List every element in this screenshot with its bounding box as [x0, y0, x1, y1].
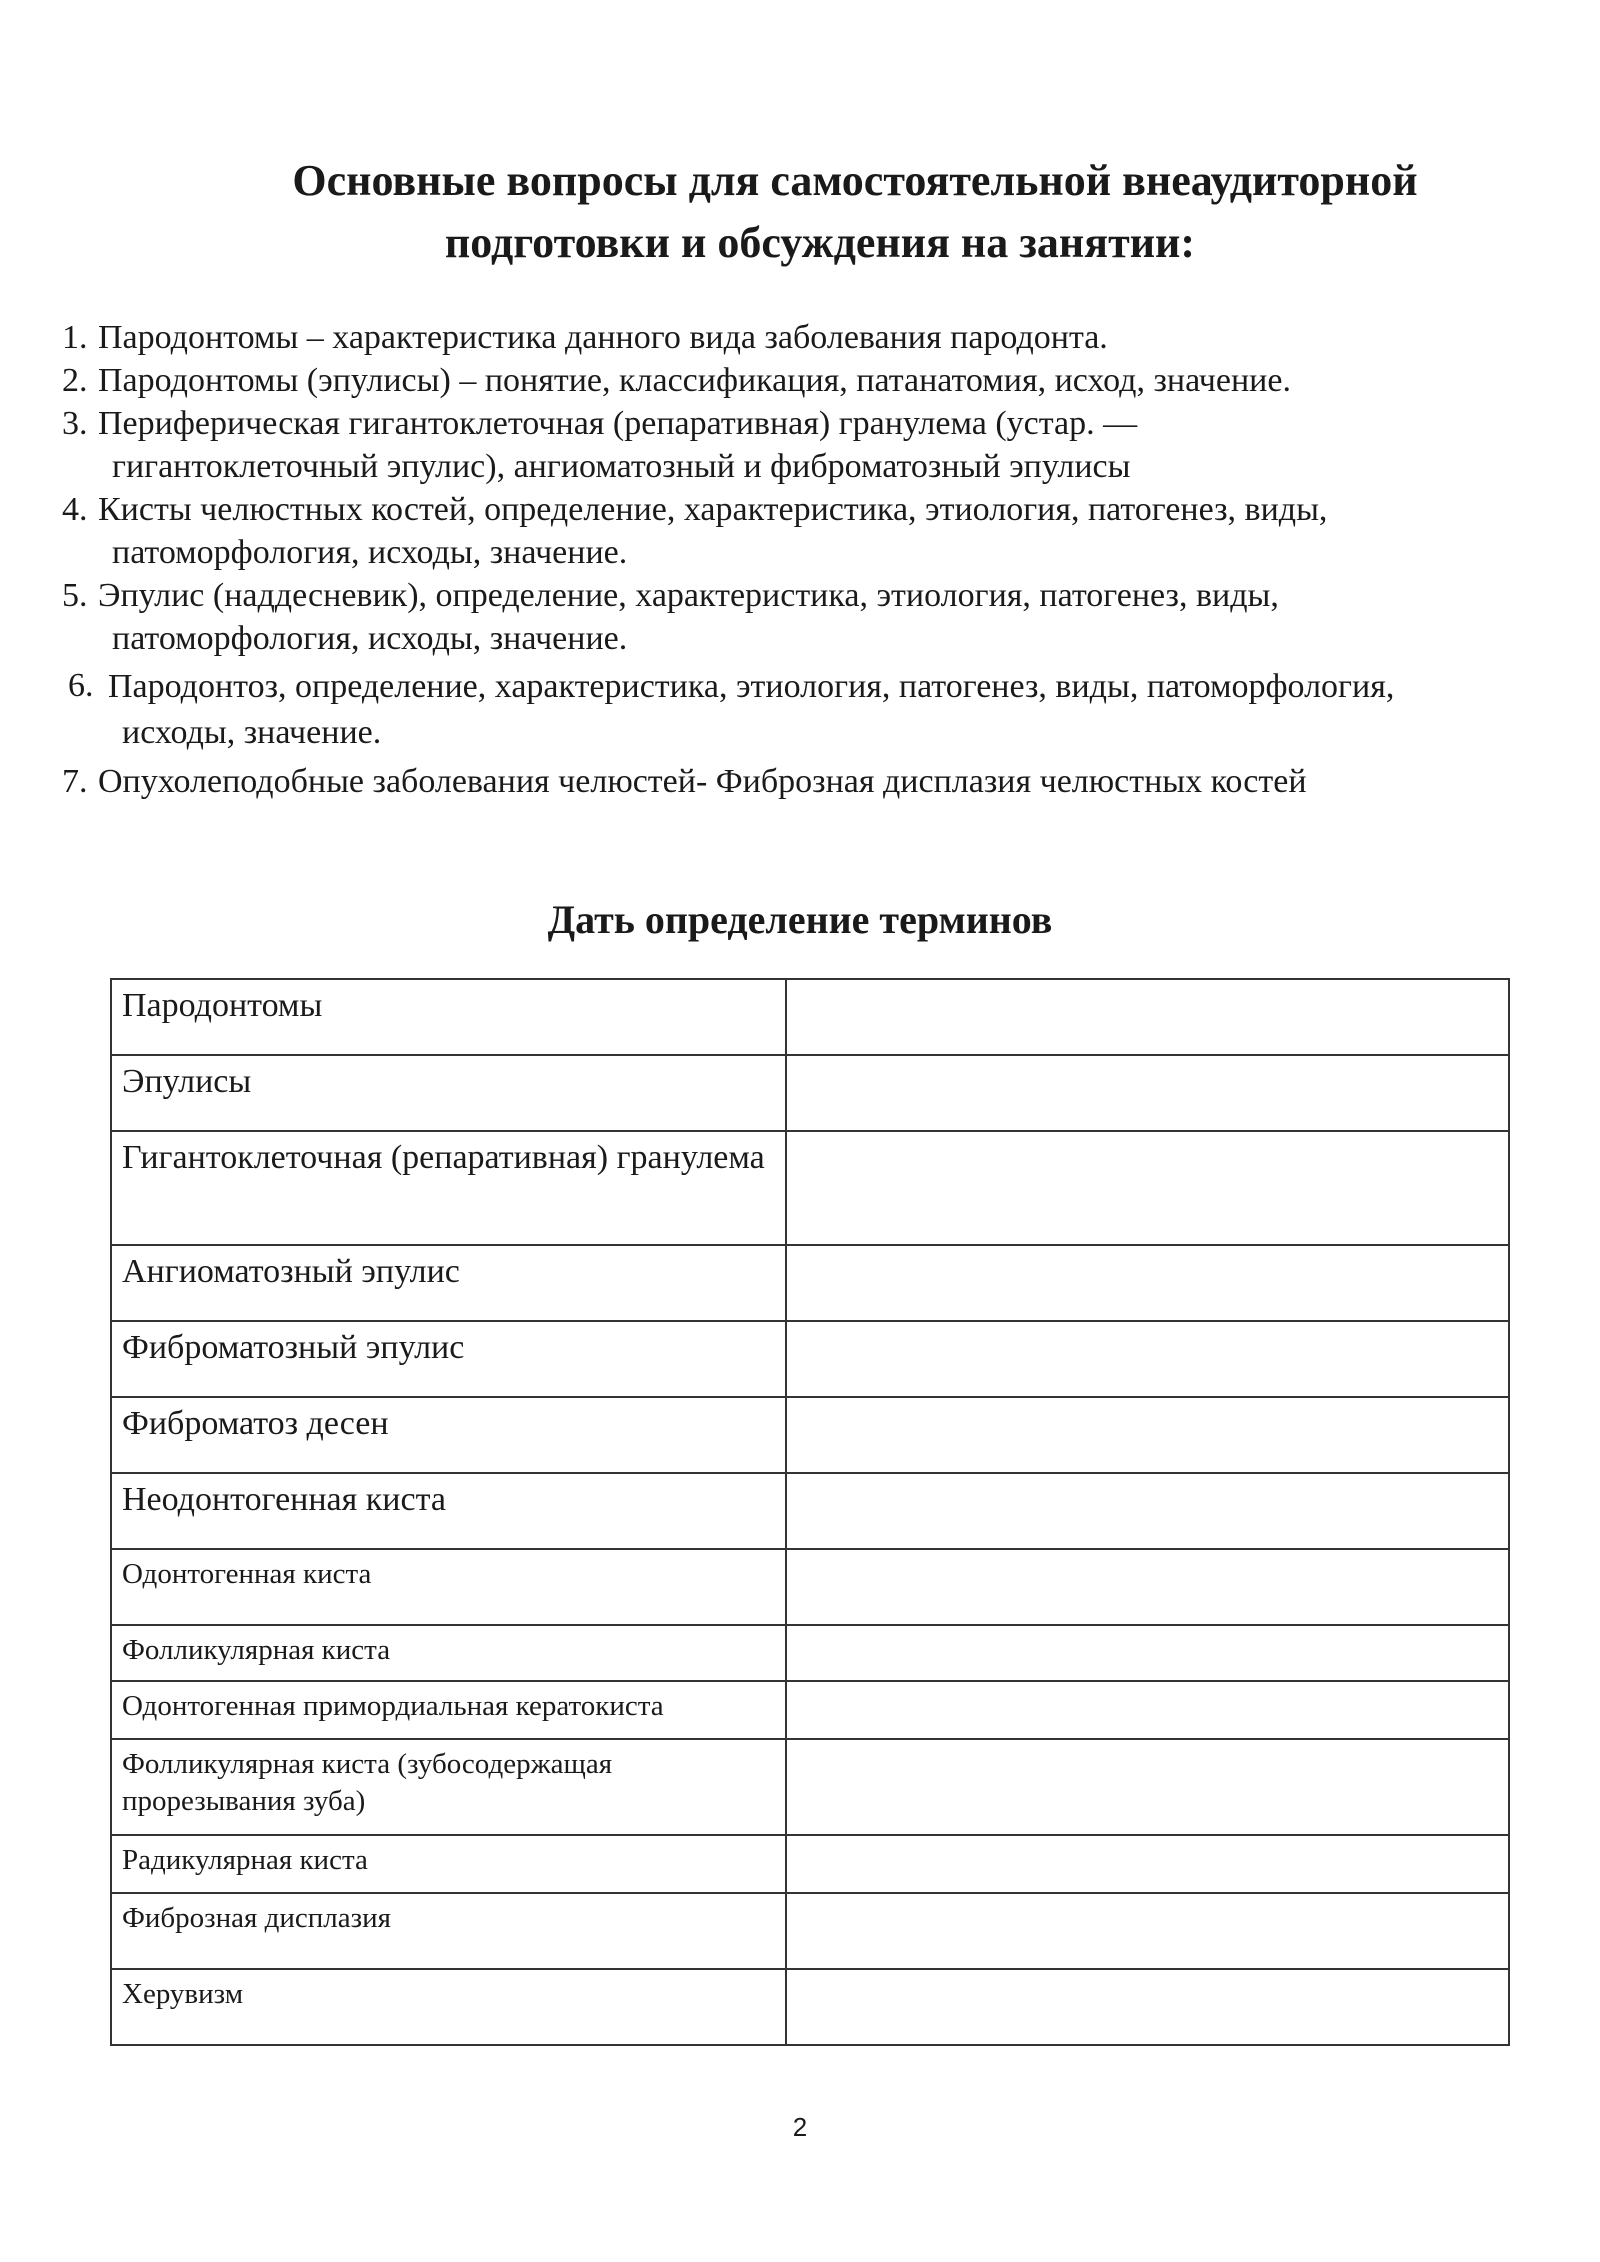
list-item: [62, 574, 1512, 660]
list-item: [62, 359, 1512, 402]
term-cell: Фолликулярная киста (зубосодержащая прорезывания зуба): [111, 1739, 786, 1835]
item-number: 4.: [62, 491, 88, 528]
term-cell: Гигантоклеточная (репаративная) гранулема: [111, 1131, 786, 1245]
definition-cell[interactable]: [786, 1835, 1509, 1893]
table-row: [111, 979, 1509, 1055]
term-cell: Фиброзная дисплазия: [111, 1893, 786, 1969]
item-number: 6.: [68, 667, 94, 704]
title-line-1: Основные вопросы для самостоятельной внеаудиторной: [292, 156, 1418, 205]
term-cell: Радикулярная киста: [111, 1835, 786, 1893]
definition-cell[interactable]: [786, 1245, 1509, 1321]
table-row: [111, 1893, 1509, 1969]
list-item: [62, 316, 1512, 359]
definition-cell[interactable]: [786, 1625, 1509, 1681]
table-row: [111, 1625, 1509, 1681]
table-row: [111, 1321, 1509, 1397]
item-number: 5.: [62, 577, 88, 614]
table-row: [111, 1739, 1509, 1835]
definition-cell[interactable]: [786, 979, 1509, 1055]
term-cell: Фиброматоз десен: [111, 1397, 786, 1473]
term-cell: Неодонтогенная киста: [111, 1473, 786, 1549]
item-continuation: патоморфология, исходы, значение.: [112, 620, 628, 657]
item-continuation: патоморфология, исходы, значение.: [112, 534, 628, 571]
list-item: [62, 760, 1512, 803]
page-title: [0, 150, 1600, 274]
item-number: 3.: [62, 405, 88, 442]
item-text: [98, 760, 1512, 803]
title-line-2: подготовки и обсуждения на занятии:: [444, 218, 1196, 267]
item-text: [108, 664, 1512, 756]
table-row: [111, 1397, 1509, 1473]
terms-table: [110, 978, 1510, 2046]
item-text: [98, 488, 1512, 574]
item-line: Пародонтомы (эпулисы) – понятие, классификация, патанатомия, исход, значение.: [98, 362, 1291, 399]
table-row: [111, 1473, 1509, 1549]
list-item: [62, 488, 1512, 574]
term-cell: Эпулисы: [111, 1055, 786, 1131]
item-line: Кисты челюстных костей, определение, характеристика, этиология, патогенез, виды,: [98, 491, 1328, 528]
table-row: [111, 1835, 1509, 1893]
section-title: Дать определение терминов: [547, 897, 1053, 942]
list-item: [62, 664, 1512, 756]
term-cell: Ангиоматозный эпулис: [111, 1245, 786, 1321]
item-line: Пародонтоз, определение, характеристика, этиология, патогенез, виды, патоморфология,: [108, 668, 1395, 705]
item-line: Опухолеподобные заболевания челюстей- Фиброзная дисплазия челюстных костей: [98, 763, 1307, 800]
item-number: 7.: [62, 763, 88, 800]
item-number: 1.: [62, 319, 88, 356]
item-number: 2.: [62, 362, 88, 399]
list-item: [62, 402, 1512, 488]
definition-cell[interactable]: [786, 1321, 1509, 1397]
definition-cell[interactable]: [786, 1055, 1509, 1131]
item-line: Периферическая гигантоклеточная (репаративная) гранулема (устар. —: [98, 405, 1138, 442]
item-text: [98, 316, 1512, 359]
definition-cell[interactable]: [786, 1131, 1509, 1245]
term-cell: Херувизм: [111, 1969, 786, 2045]
table-row: [111, 1969, 1509, 2045]
item-line: Эпулис (наддесневик), определение, характеристика, этиология, патогенез, виды,: [98, 577, 1279, 614]
table-row: [111, 1131, 1509, 1245]
table-row: [111, 1549, 1509, 1625]
item-continuation: исходы, значение.: [122, 714, 382, 751]
term-cell: Пародонтомы: [111, 979, 786, 1055]
definition-cell[interactable]: [786, 1549, 1509, 1625]
term-cell: Фиброматозный эпулис: [111, 1321, 786, 1397]
table-row: [111, 1245, 1509, 1321]
definition-cell[interactable]: [786, 1739, 1509, 1835]
term-cell: Фолликулярная киста: [111, 1625, 786, 1681]
item-text: [98, 402, 1512, 488]
table-row: [111, 1055, 1509, 1131]
term-cell: Одонтогенная киста: [111, 1549, 786, 1625]
definition-cell[interactable]: [786, 1397, 1509, 1473]
definition-cell[interactable]: [786, 1473, 1509, 1549]
questions-list: [62, 316, 1512, 803]
item-text: [98, 359, 1512, 402]
term-cell: Одонтогенная примордиальная кератокиста: [111, 1681, 786, 1739]
definition-cell[interactable]: [786, 1969, 1509, 2045]
item-line: Пародонтомы – характеристика данного вида заболевания пародонта.: [98, 319, 1108, 356]
item-continuation: гигантоклеточный эпулис), ангиоматозный и фиброматозный эпулисы: [112, 448, 1131, 485]
definition-cell[interactable]: [786, 1893, 1509, 1969]
item-text: [98, 574, 1512, 660]
page-number: 2: [792, 2112, 808, 2142]
table-row: [111, 1681, 1509, 1739]
definition-cell[interactable]: [786, 1681, 1509, 1739]
